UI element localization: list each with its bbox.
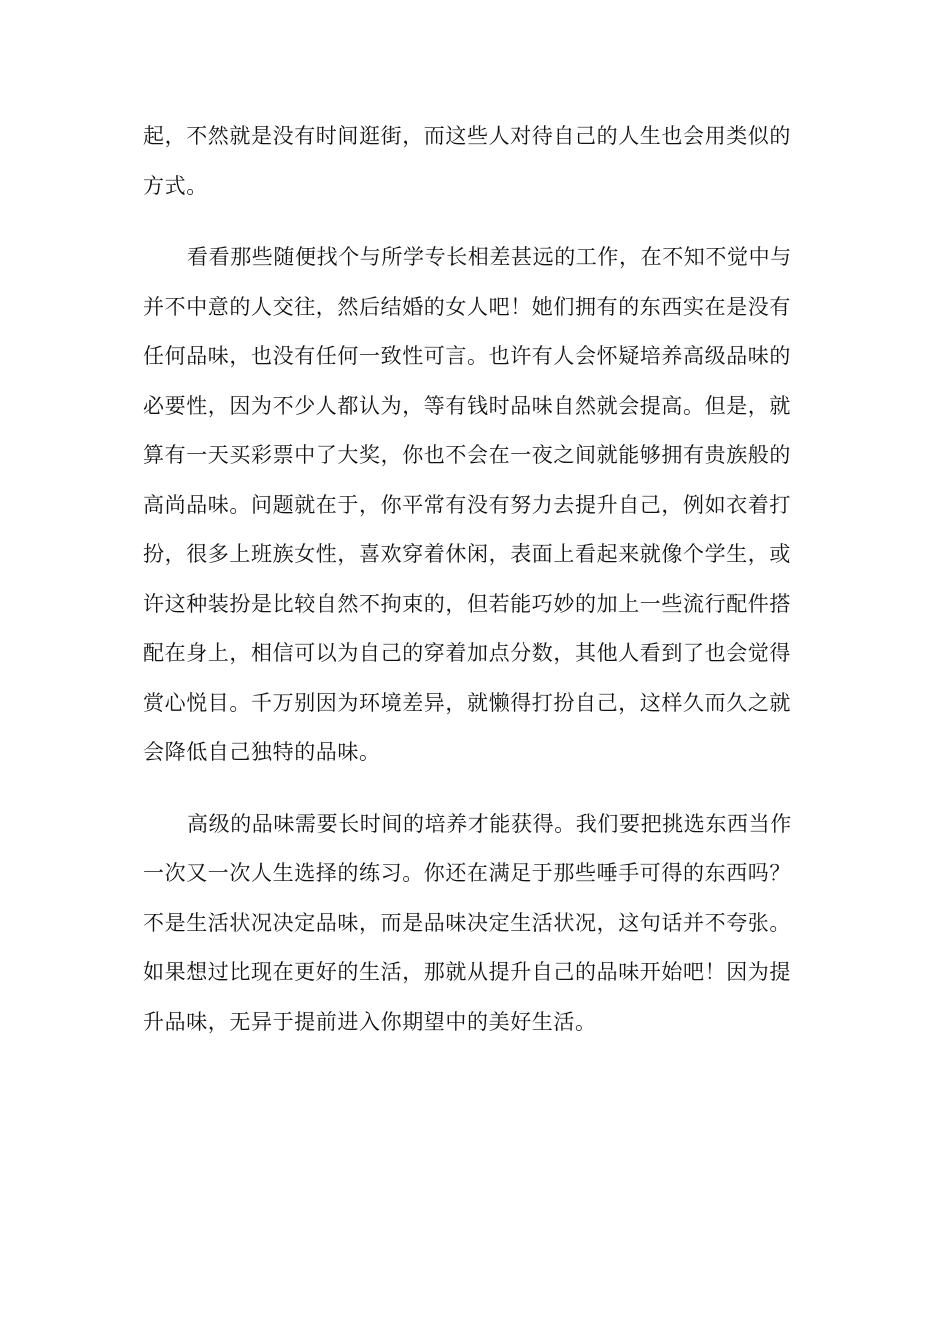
document-page — [143, 112, 807, 1047]
text-line: 会降低自己独特的品味。 — [143, 740, 381, 764]
text-line: 算有一天买彩票中了大奖，你也不会在一夜之间就能够拥有贵族般的 — [143, 443, 791, 467]
text-line: 高尚品味。问题就在于，你平常有没有努力去提升自己，例如衣着打 — [143, 492, 791, 517]
text-line: 并不中意的人交往，然后结婚的女人吧！她们拥有的东西实在是没有 — [143, 294, 791, 319]
text-line: 不是生活状况决定品味，而是品味决定生活状况，这句话并不夸张。 — [143, 910, 791, 935]
text-line: 许这种装扮是比较自然不拘束的，但若能巧妙的加上一些流行配件搭 — [143, 591, 791, 616]
text-line: 一次又一次人生选择的练习。你还在满足于那些唾手可得的东西吗？ — [143, 861, 791, 885]
text-line: 如果想过比现在更好的生活，那就从提升自己的品味开始吧！因为提 — [143, 960, 791, 984]
text-line: 扮，很多上班族女性，喜欢穿着休闲，表面上看起来就像个学生，或 — [143, 542, 791, 566]
text-line: 看看那些随便找个与所学专长相差甚远的工作，在不知不觉中与 — [187, 245, 792, 269]
paragraph-3 — [143, 800, 807, 1048]
paragraph-1 — [143, 112, 807, 211]
text-line: 配在身上，相信可以为自己的穿着加点分数，其他人看到了也会觉得 — [143, 641, 791, 665]
text-line: 起，不然就是没有时间逛街，而这些人对待自己的人生也会用类似的 — [143, 124, 791, 148]
text-line: 方式。 — [143, 173, 208, 198]
text-line: 升品味，无异于提前进入你期望中的美好生活。 — [143, 1009, 597, 1034]
text-line: 赏心悦目。千万别因为环境差异，就懒得打扮自己，这样久而久之就 — [143, 690, 791, 715]
paragraph-spacer — [143, 211, 807, 233]
paragraph-spacer — [143, 778, 807, 800]
text-line: 任何品味，也没有任何一致性可言。也许有人会怀疑培养高级品味的 — [143, 344, 791, 368]
text-line: 高级的品味需要长时间的培养才能获得。我们要把挑选东西当作 — [187, 811, 792, 836]
paragraph-2 — [143, 233, 807, 778]
text-line: 必要性，因为不少人都认为，等有钱时品味自然就会提高。但是，就 — [143, 393, 791, 418]
